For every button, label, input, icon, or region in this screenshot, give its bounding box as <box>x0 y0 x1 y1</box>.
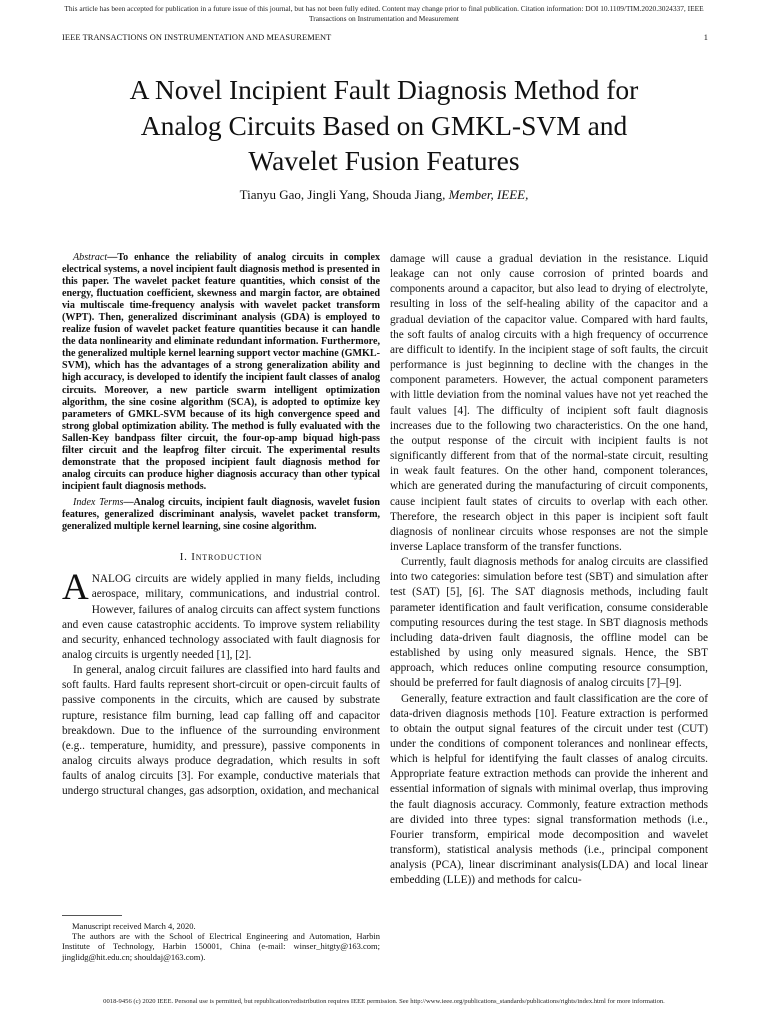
copyright-notice: 0018-9456 (c) 2020 IEEE. Personal use is permitted, but republication/redistribution requires IEEE permission. See http://www.ieee.org/publications_standards/publications/rights/index.html for more information. <box>103 998 665 1005</box>
author-role: Member, IEEE, <box>448 187 529 202</box>
right-paragraph-1: damage will cause a gradual deviation in the resistance. Liquid leakage can not only cause corrosion of printed boards and components around a capacitor, but also lead to drying of electrolyte, resulting in loss of the self-healing ability of the capacitor and a gradual deviation of the capacitor value. Compared with hard faults, the soft faults of analog circuits with a high frequency of occurrence are difficult to identify. In the incipient stage of soft faults, the circuit performance is just beginning to decline with the changes in the component parameters. However, the actual component parameters with little deviation from the nominal values have not yet reached the fault values [4]. The difficulty of incipient soft fault diagnosis increases due to the following two characteristics. On the one hand, the output response of the circuit with incipient faults is not significantly different from that of the normal-state circuit, resulting in weak fault features. On the other hand, component tolerances, which are generated during the manufacturing of circuit components, cause incipient fault states of circuits to overlap with each other. Therefore, the research object in this paper is incipient soft fault diagnosis of nonlinear circuits whose responses are not the simple inverse Laplace transform of the transfer functions. <box>390 253 708 553</box>
abstract-label: Abstract <box>73 252 108 263</box>
right-column <box>390 252 708 889</box>
left-column <box>62 252 380 800</box>
running-header <box>62 33 708 42</box>
title-line-2: Analog Circuits Based on GMKL-SVM and <box>140 109 628 141</box>
notice-line-1: This article has been accepted for publication in a future issue of this journal, but has not been fully edited. Content may change prior to final publication. Citation information: DOI 10.1109/TIM.2020.3024337, IEEE <box>64 4 704 13</box>
section-heading-introduction: I. Introduction <box>179 551 263 564</box>
intro-paragraph-1 <box>62 567 380 663</box>
page-number: 1 <box>703 33 708 42</box>
right-paragraph-2: Currently, fault diagnosis methods for analog circuits are classified into two categories: simulation before test (SBT) and simulation after test (SAT) [5], [6]. The SAT diagnosis methods, including fault parameter identification and fault verification, consume considerable computing resources during the test stage. In SBT diagnosis methods including data-driven fault diagnosis, the offline model can be established by using only measured signals. Hence, the SBT approach, which reduces online computing resource consumption, should be preferred for fault diagnosis of analog circuits [7]–[9]. <box>390 556 708 690</box>
paper-title <box>0 72 768 179</box>
footnote-affiliation: The authors are with the School of Electrical Engineering and Automation, Harbin Institute of Technology, Harbin 150001, China (e-mail: winser_hitgty@163.com; jinglidg@hit.edu.cn; shouldaj@163.com). <box>62 931 380 962</box>
intro-paragraph-2: In general, analog circuit failures are classified into hard faults and soft faults. Hard faults represent short-circuit or open-circuit faults of passive components in the circuits, which are caused by substrate rupture, resistance film burning, lead cap falling off and capacitor breakdown. Due to the influence of the surrounding environment (e.g.. temperature, humidity, and pressure), passive components in analog circuits always produce degradation, which results in soft faults of analog circuits [3]. For example, conductive materials that undergo structural changes, gas adsorption, oxidation, and mechanical <box>62 664 380 798</box>
notice-line-2: Transactions on Instrumentation and Measurement <box>309 13 459 23</box>
index-terms <box>62 497 380 533</box>
footnote <box>62 921 380 962</box>
abstract <box>62 252 380 493</box>
intro-paragraph-1-text: NALOG circuits are widely applied in many fields, including aerospace, military, communications, and industrial control. However, failures of analog circuits can affect system functions and even cause catastrophic accidents. To improve system reliability and security, enhanced technology associated with fault diagnosis for analog circuits is urgently needed [1], [2]. <box>62 573 380 662</box>
footnote-received: Manuscript received March 4, 2020. <box>72 921 196 931</box>
footnote-rule <box>62 915 122 916</box>
index-terms-label: Index Terms <box>73 496 124 508</box>
drop-cap: A <box>62 567 89 609</box>
author-names: Tianyu Gao, Jingli Yang, Shouda Jiang, <box>239 187 446 202</box>
title-line-1: A Novel Incipient Fault Diagnosis Method for <box>129 74 639 105</box>
title-line-3: Wavelet Fusion Features <box>248 145 520 176</box>
author-line <box>0 187 768 203</box>
journal-name: IEEE TRANSACTIONS ON INSTRUMENTATION AND MEASUREMENT <box>62 33 332 42</box>
index-terms-text: —Analog circuits, incipient fault diagnosis, wavelet fusion features, generalized discriminant analysis, wavelet packet transform, generalized multiple kernel learning, sine cosine algorithm. <box>62 496 380 533</box>
right-paragraph-3: Generally, feature extraction and fault classification are the core of data-driven diagnosis methods [10]. Feature extraction is performed to obtain the output signal features of the circuit under test (CUT) under the conditions of component tolerances and nonlinear effects, which is helpful for identifying the fault classes of analog circuits. Appropriate feature extraction methods can provide the inherent and essential information of signals with minimal overlap, thus improving the fault diagnosis accuracy. Commonly, feature extraction methods are divided into three types: signal transformation methods (i.e., Fourier transform, empirical mode decomposition and wavelet transform), statistical analysis methods (i.e., principal component analysis (PCA), linear discriminant analysis(LDA) and local linear embedding (LLE)) and methods for calcu- <box>390 692 708 887</box>
abstract-text: —To enhance the reliability of analog circuits in complex electrical systems, a novel incipient fault diagnosis method is presented in this paper. The wavelet packet feature quantities, which consist of the energy, fluctuation coefficient, skewness and margin factor, are obtained via multiscale time-frequency analysis with wavelet packet transform (WPT). Then, generalized discriminant analysis (GDA) is employed to realize fusion of wavelet packet feature quantities because it can handle the data nonlinearity and eliminate redundant information. Furthermore, the generalized multiple kernel learning support vector machine (GMKL-SVM), which has the advantages of a strong generalization ability and high accuracy, is developed to identify the incipient fault classes of analog circuits. Moreover, a new particle swarm intelligent optimization algorithm, the sine cosine algorithm (SCA), is adopted to optimize key parameters of GMKL-SVM because of its high convergence speed and strong global optimization ability. The method is fully evaluated with the Sallen-Key bandpass filter circuit, the four-op-amp biquad high-pass filter circuit and the leapfrog filter circuit. The experimental results demonstrate that the proposed incipient fault diagnosis method for analog circuits can produce higher diagnosis accuracy than other typical incipient fault diagnosis methods. <box>62 252 380 492</box>
publication-notice <box>0 4 768 23</box>
